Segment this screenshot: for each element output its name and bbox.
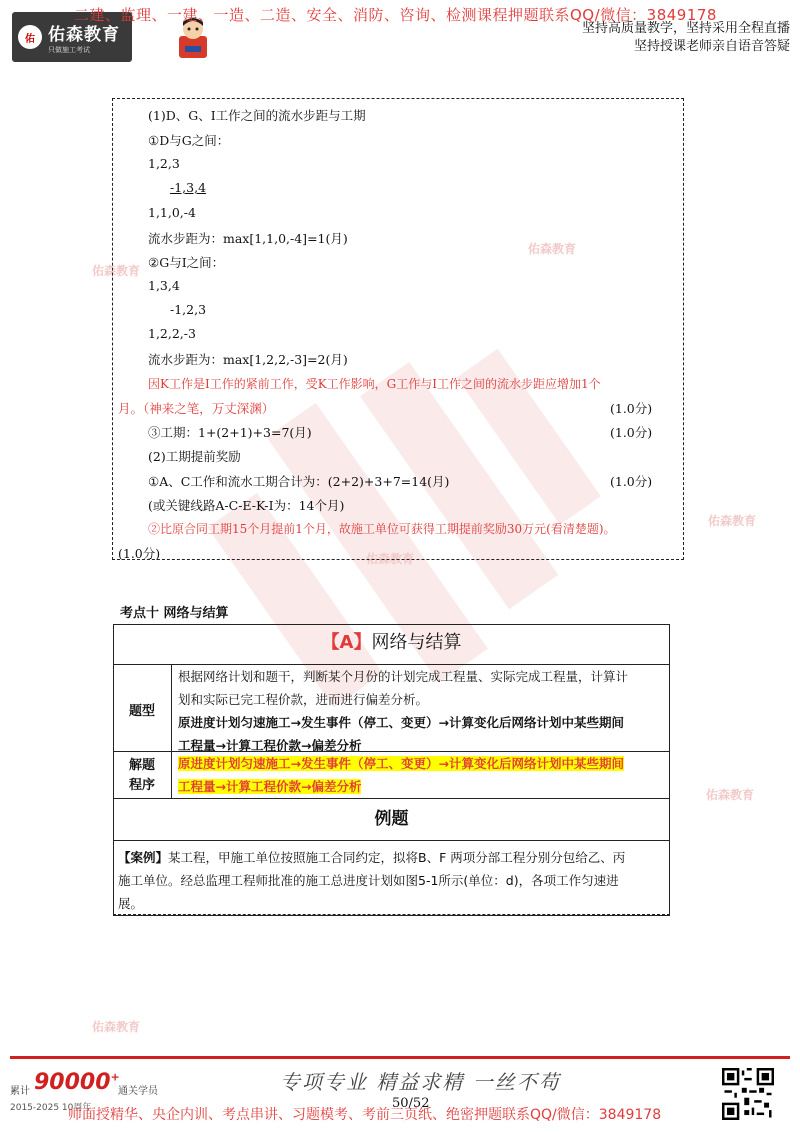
answer-line: (2)工期提前奖励	[148, 449, 241, 464]
type-line: 工程量→计算工程价款→偏差分析	[178, 738, 362, 753]
answer-line-red: 月。（神来之笔，万丈深渊）	[118, 401, 275, 416]
stat-plus: +	[110, 1070, 120, 1084]
procedure-line: 工程量→计算工程价款→偏差分析	[178, 779, 362, 794]
brand-name: 佑森教育	[48, 24, 120, 45]
stat-suffix: 通关学员	[118, 1086, 158, 1097]
case-text	[118, 846, 625, 915]
case-line: 展。	[118, 896, 144, 911]
type-line: 划和实际已完工程价款，进而进行偏差分析。	[178, 692, 429, 707]
type-text	[178, 665, 628, 757]
footer-bar	[10, 1056, 790, 1059]
table-divider	[113, 798, 670, 799]
watermark-text: 佑森教育	[706, 788, 755, 802]
answer-line: (或关键线路A-C-E-K-I为：14个月)	[148, 498, 345, 513]
type-line: 根据网络计划和题干，判断某个月份的计划完成工程量、实际完成工程量，计算计	[178, 669, 629, 684]
case-label: 【案例】	[118, 850, 169, 865]
type-line: 原进度计划匀速施工→发生事件（停工、变更）→计算变化后网络计划中某些期间	[178, 715, 624, 730]
table-title-text: 网络与结算	[371, 632, 462, 653]
score-label: (1.0分)	[610, 474, 653, 489]
seal-icon: 佑	[18, 25, 42, 49]
case-line: 施工单位。经总监理工程师批准的施工总进度计划如图5-1所示(单位：d)，各项工作匀速进	[118, 873, 619, 888]
answer-line: 1,3,4	[148, 278, 180, 293]
answer-line: -1,2,3	[170, 302, 207, 317]
watermark-text: 佑森教育	[92, 1020, 141, 1034]
table-divider	[171, 664, 172, 798]
watermark-text: 佑森教育	[708, 514, 757, 528]
answer-line: 流水步距为：max[1,1,0,-4]=1(月)	[148, 231, 348, 246]
procedure-label	[114, 756, 170, 796]
header-right-line-2: 坚持授课老师亲自语音答疑	[633, 39, 790, 54]
answer-line: ①D与G之间：	[148, 133, 230, 148]
stat-number-value: 90000	[34, 1070, 111, 1095]
slogan: 专项专业 精益求精 一丝不苟	[280, 1070, 561, 1094]
answer-box	[112, 98, 684, 560]
footer-title: 师面授精华、央企内训、考点串讲、习题模考、考前三页纸、绝密押题联系QQ/微信：3849178	[68, 1107, 662, 1123]
table-title	[113, 628, 670, 654]
answer-line: ②G与I之间：	[148, 255, 225, 270]
answer-line: 流水步距为：max[1,2,2,-3]=2(月)	[148, 352, 348, 367]
brand-tagline: 只做施工考试	[48, 45, 90, 54]
answer-line: (1)D、G、I工作之间的流水步距与工期	[148, 108, 366, 123]
answer-line-red: ②比原合同工期15个月提前1个月，故施工单位可获得工期提前奖励30万元(看清楚题)。	[148, 522, 616, 536]
answer-line: 1,2,3	[148, 156, 180, 171]
type-label: 题型	[128, 704, 155, 719]
case-line: 某工程，甲施工单位按照施工合同约定，拟将B、F 两项分部工程分别分包给乙、丙	[168, 850, 626, 865]
procedure-label-line: 解题	[128, 758, 155, 773]
answer-line: ①A、C工作和流水工期合计为：(2+2)+3+7=14(月)	[148, 474, 450, 489]
table-tag: 【A】	[321, 632, 372, 653]
answer-line-red: 因K工作是I工作的紧前工作，受K工作影响，G工作与I工作之间的流水步距应增加1个	[148, 377, 601, 391]
answer-line: 1,1,0,-4	[148, 205, 196, 220]
answer-line: ③工期：1+(2+1)+3=7(月)	[148, 425, 312, 440]
example-title: 例题	[374, 809, 409, 829]
header-title: 二建、监理、一建、一造、二造、安全、消防、咨询、检测课程押题联系QQ/微信：3849178	[74, 6, 717, 24]
page-number: 50/52	[392, 1096, 430, 1111]
procedure-label-line: 程序	[128, 778, 155, 793]
watermark-text: 佑森教育	[92, 264, 141, 278]
stat-years: 2015-2025 10周年	[10, 1103, 92, 1113]
header-right-line-1: 坚持高质量教学，坚持采用全程直播	[581, 21, 790, 36]
watermark-text: 佑森教育	[528, 242, 577, 256]
stat-number	[34, 1070, 120, 1095]
answer-line: 1,2,2,-3	[148, 326, 196, 341]
section-title: 考点十 网络与结算	[120, 606, 229, 621]
qr-code-icon	[722, 1068, 774, 1120]
case-bottom-border	[113, 914, 670, 915]
score-label: (1.0分)	[610, 425, 653, 440]
watermark-text: 佑森教育	[366, 552, 415, 566]
procedure-text	[178, 752, 624, 798]
table-divider	[113, 840, 670, 841]
stat-prefix: 累计	[10, 1086, 30, 1097]
procedure-line: 原进度计划匀速施工→发生事件（停工、变更）→计算变化后网络计划中某些期间	[178, 756, 624, 771]
score-label: (1.0分)	[610, 401, 653, 416]
answer-line: (1.0分)	[118, 546, 161, 561]
answer-line: -1,3,4	[170, 180, 207, 195]
